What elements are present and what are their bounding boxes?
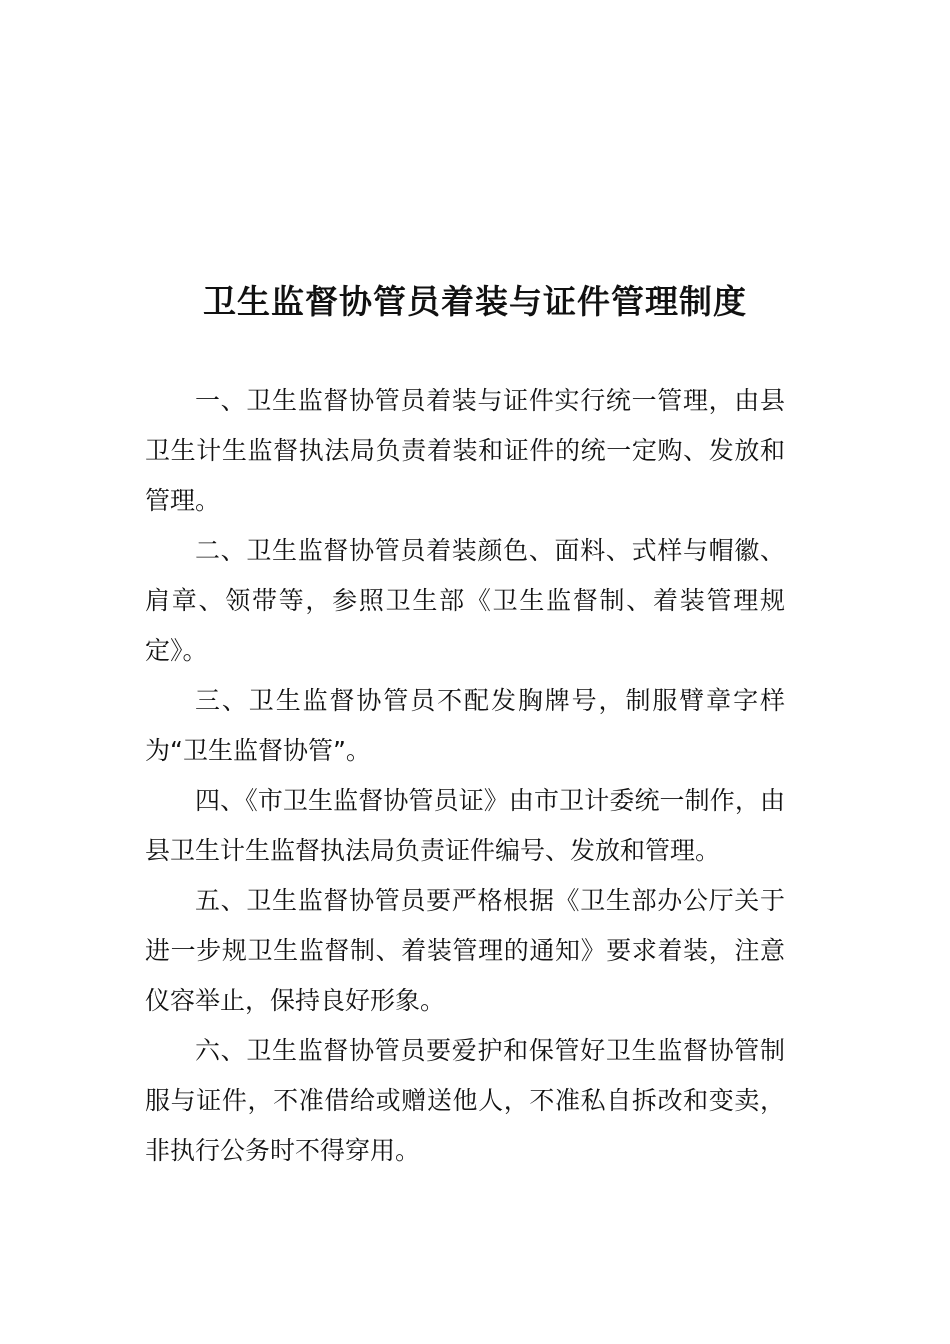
paragraph-3: 三、卫生监督协管员不配发胸牌号，制服臂章字样为“卫生监督协管”。 <box>145 686 785 765</box>
paragraph-1: 一、卫生监督协管员着装与证件实行统一管理，由县卫生计生监督执法局负责着装和证件的统一定购、发放和管理。 <box>145 386 785 515</box>
paragraph-2: 二、卫生监督协管员着装颜色、面料、式样与帽徽、肩章、领带等，参照卫生部《卫生监督制、着装管理规定》。 <box>145 536 785 665</box>
paragraph-6: 六、卫生监督协管员要爱护和保管好卫生监督协管制服与证件，不准借给或赠送他人，不准私自拆改和变卖，非执行公务时不得穿用。 <box>145 1036 785 1165</box>
document-title: 卫生监督协管员着装与证件管理制度 <box>203 282 747 321</box>
paragraph-5: 五、卫生监督协管员要严格根据《卫生部办公厅关于进一步规卫生监督制、着装管理的通知》要求着装，注意仪容举止，保持良好形象。 <box>145 886 785 1015</box>
paragraph-4: 四、《市卫生监督协管员证》由市卫计委统一制作，由县卫生计生监督执法局负责证件编号、发放和管理。 <box>145 786 785 865</box>
document-body <box>145 376 785 1176</box>
